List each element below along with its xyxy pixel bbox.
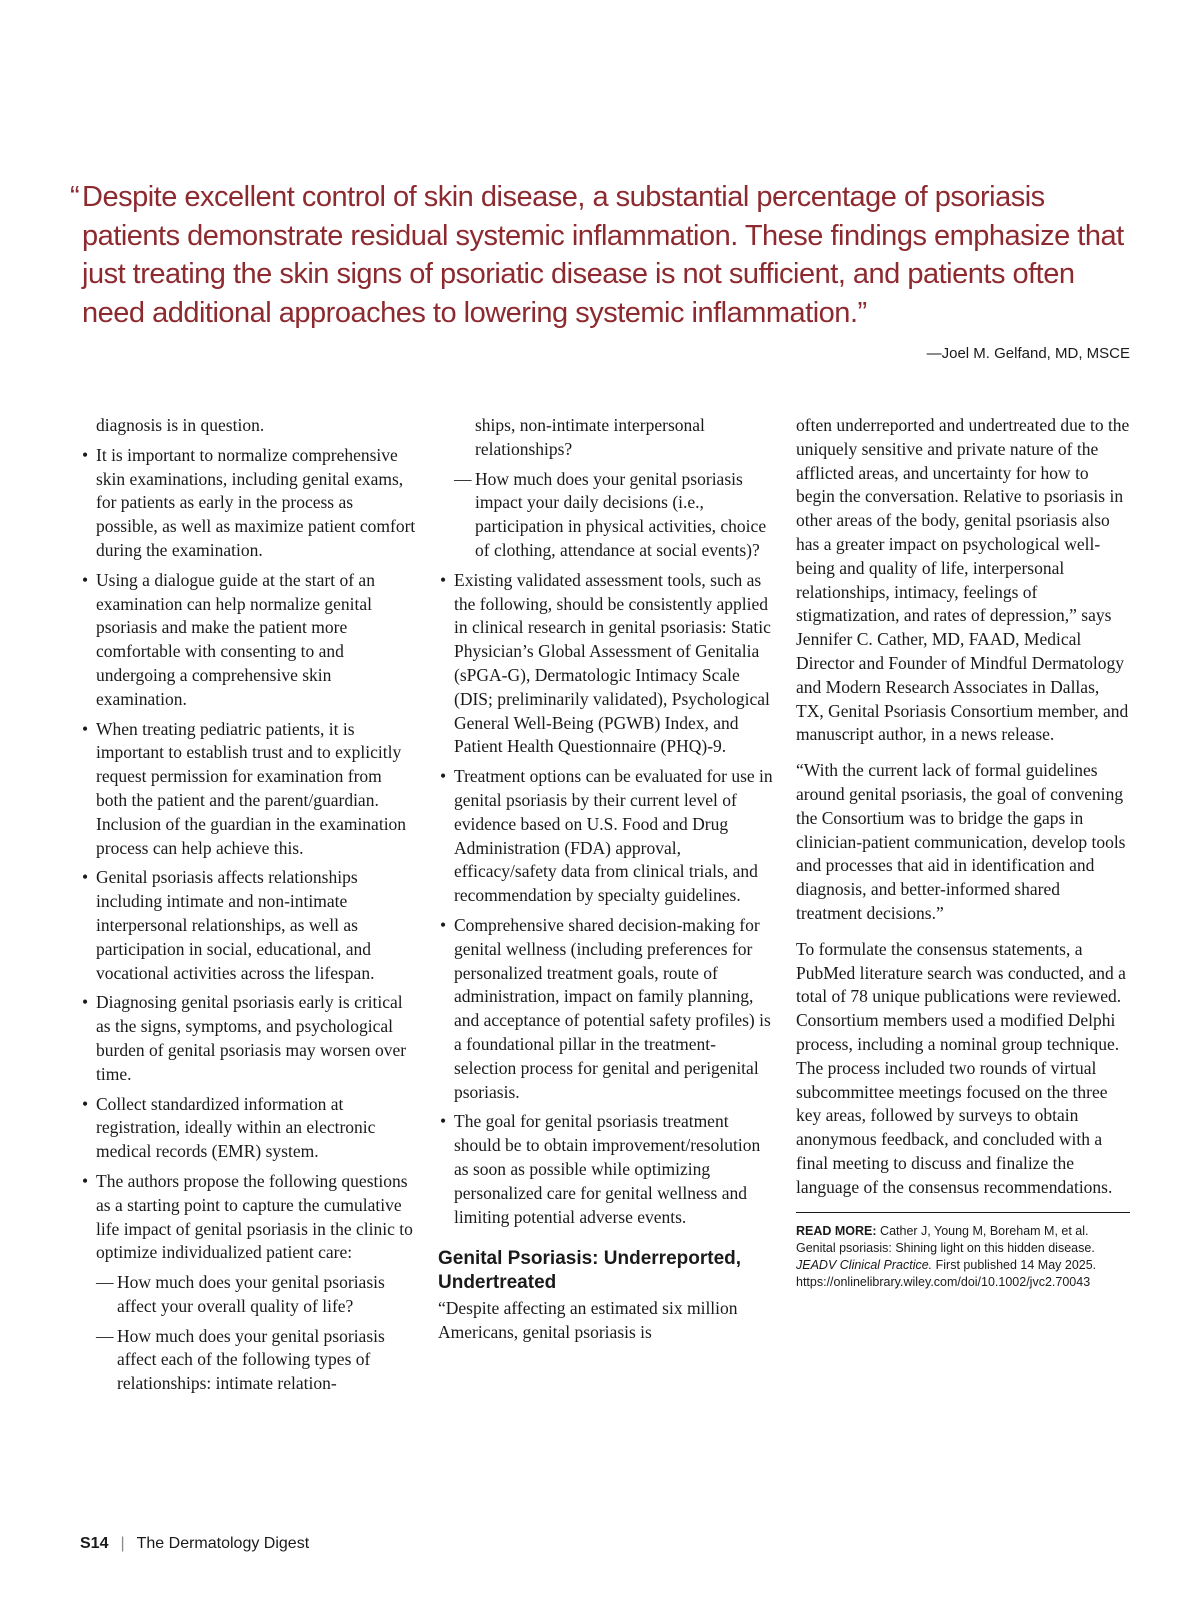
list-item: • Existing validated assessment tools, such as the following, should be consistently applied in clinical research in genital psoriasis: Static Physician’s Global Assessment of Genitalia (sPGA-G), Dermatologic Intimacy Scale (DIS; preliminarily validated), Psychological General Well-Being (PGWB) Index, and Patient Health Questionnaire (PHQ)-9. xyxy=(438,569,774,759)
paragraph: “With the current lack of formal guidelines around genital psoriasis, the goal of convening the Consortium was to bridge the gaps in clinician-patient communication, develop tools and processes that aid in identification and diagnosis, and better-informed shared treatment decisions.” xyxy=(796,760,1126,923)
question-item xyxy=(80,1271,416,1319)
continued-text: diagnosis is in question. xyxy=(96,415,265,435)
list-item: • Collect standardized information at registration, ideally within an electronic medical records (EMR) system. xyxy=(80,1093,416,1164)
question-item xyxy=(80,1325,416,1396)
publication-name: The Dermatology Digest xyxy=(136,1535,310,1552)
citation-link[interactable]: First published 14 May 2025. https://onlinelibrary.wiley.com/doi/10.1002/jvc2.70043 xyxy=(796,1257,1097,1289)
question-text: How much does your genital psoriasis affect each of the following types of relationships: intimate relation- xyxy=(117,1325,385,1394)
bullet-list xyxy=(80,444,416,1265)
bullet-list xyxy=(438,569,774,1230)
paragraph: often underreported and undertreated due to the uniquely sensitive and private nature of the afflicted areas, and uncertainty for how to begin the conversation. Relative to psoriasis in other areas of the body, genital psoriasis also has a greater impact on psychological well-being and quality of life, interpersonal relationships, intimacy, feelings of stigmatization, and rates of depression,” says Jennifer C. Cather, MD, FAAD, Medical Director and Founder of Mindful Dermatology and Modern Research Associates in Dallas, TX, Genital Psoriasis Consortium member, and manuscript author, in a news release. xyxy=(796,415,1130,745)
em-dash: — xyxy=(96,1272,114,1293)
list-item: • The authors propose the following questions as a starting point to capture the cumulative life impact of genital psoriasis in the clinic to optimize individualized patient care: xyxy=(80,1170,416,1265)
section-heading: Genital Psoriasis: Underreported, Undertreated xyxy=(438,1248,742,1294)
pull-quote-attribution: —Joel M. Gelfand, MD, MSCE xyxy=(926,345,1130,362)
paragraph: To formulate the consensus statements, a PubMed literature search was conducted, and a total of 78 unique publications were reviewed. Consortium members used a modified Delphi process, including a nominal group technique. The process included two rounds of virtual subcommittee meetings focused on the three key areas, followed by surveys to obtain anonymous feedback, and concluded with a final meeting to discuss and finalize the language of the consensus recommendations. xyxy=(796,938,1126,1197)
footer-separator: | xyxy=(120,1535,125,1552)
citation-text: Cather J, Young M, Boreham M, et al. Genital psoriasis: Shining light on this hidden disease. xyxy=(796,1223,1095,1255)
question-text: How much does your genital psoriasis affect your overall quality of life? xyxy=(117,1272,385,1316)
read-more xyxy=(796,1223,1130,1291)
em-dash: — xyxy=(454,468,472,489)
list-item: • Diagnosing genital psoriasis early is critical as the signs, symptoms, and psychological burden of genital psoriasis may worsen over time. xyxy=(80,991,416,1086)
em-dash: — xyxy=(96,1325,114,1346)
page-number: S14 xyxy=(80,1535,109,1552)
column-1 xyxy=(80,414,416,1402)
list-item: • It is important to normalize comprehensive skin examinations, including genital exams, for patients as early in the process as possible, as well as maximize patient comfort during the examination. xyxy=(80,444,416,563)
list-item: • Genital psoriasis affects relationships including intimate and non-intimate interpersonal relationships, as well as participation in social, educational, and vocational activities across the lifespan. xyxy=(80,866,416,985)
list-item: • Comprehensive shared decision-making for genital wellness (including preferences for personalized treatment goals, route of administration, impact on family planning, and acceptance of potential safety profiles) is a foundational pillar in the treatment-selection process for genital and perigenital psoriasis. xyxy=(438,914,774,1104)
list-item: • When treating pediatric patients, it is important to establish trust and to explicitly request permission for examination from both the patient and the parent/guardian. Inclusion of the guardian in the examination process can help achieve this. xyxy=(80,718,416,861)
paragraph: “Despite affecting an estimated six million Americans, genital psoriasis is xyxy=(438,1298,738,1343)
divider xyxy=(796,1212,1130,1213)
citation-journal: JEADV Clinical Practice. xyxy=(796,1257,933,1272)
list-item: • Using a dialogue guide at the start of an examination can help normalize genital psoriasis and make the patient more comfortable with consenting to and undergoing a comprehensive skin examination. xyxy=(80,569,416,712)
question-text: How much does your genital psoriasis impact your daily decisions (i.e., participation in physical activities, choice of clothing, attendance at social events)? xyxy=(475,468,767,560)
list-item: • Treatment options can be evaluated for use in genital psoriasis by their current level of evidence based on U.S. Food and Drug Administration (FDA) approval, efficacy/safety data from clinical trials, and recommendation by specialty guidelines. xyxy=(438,765,774,908)
pull-quote xyxy=(70,178,1130,332)
continued-text: ships, non-intimate interpersonal relationships? xyxy=(475,415,705,459)
page-footer xyxy=(80,1535,309,1553)
read-more-label: READ MORE: xyxy=(796,1223,877,1238)
column-3 xyxy=(796,414,1130,1291)
column-2 xyxy=(438,414,774,1345)
pull-quote-text: Despite excellent control of skin disease, a substantial percentage of psoriasis patients demonstrate residual systemic inflammation. These findings emphasize that just treating the skin signs of psoriatic disease is not sufficient, and patients often need additional approaches to lowering systemic inflammation.” xyxy=(82,181,1124,329)
open-quote-mark: “ xyxy=(70,181,80,213)
list-item: • The goal for genital psoriasis treatment should be to obtain improvement/resolution as soon as possible while optimizing personalized care for genital wellness and limiting potential adverse events. xyxy=(438,1110,774,1229)
question-item xyxy=(438,468,774,563)
